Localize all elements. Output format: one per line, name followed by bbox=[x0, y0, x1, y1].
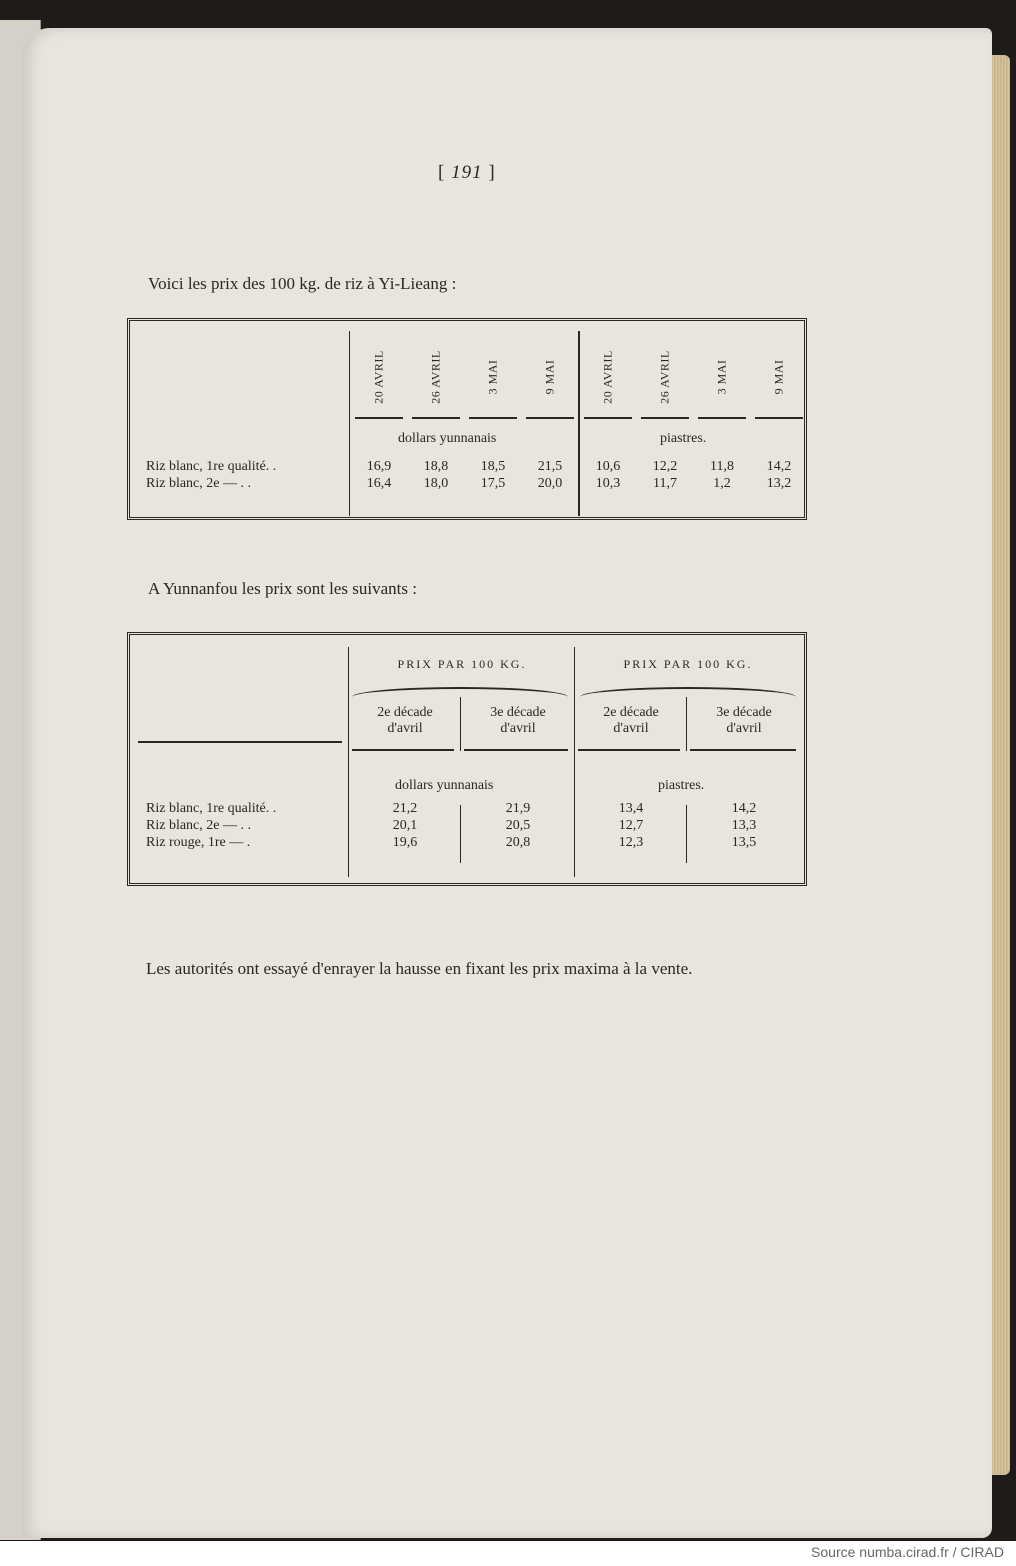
table-cell: 13,3 bbox=[731, 818, 757, 833]
source-caption: Source numba.cirad.fr / CIRAD bbox=[811, 1544, 1004, 1560]
column-divider bbox=[578, 331, 580, 516]
subcolumn-header: 2e décade d'avril bbox=[377, 705, 433, 736]
subcolumn-header: 2e décade d'avril bbox=[603, 705, 659, 736]
table-cell: 18,5 bbox=[480, 459, 506, 474]
second-paragraph: A Yunnanfou les prix sont les suivants : bbox=[148, 579, 417, 598]
unit-label-piastres: piastres. bbox=[660, 431, 707, 446]
table-cell: 14,2 bbox=[766, 459, 792, 474]
header-rule bbox=[690, 749, 796, 751]
price-table-yi-lieang bbox=[127, 318, 807, 520]
group-header: PRIX PAR 100 KG. bbox=[623, 657, 753, 671]
table-cell: 11,8 bbox=[710, 459, 734, 474]
header-brace bbox=[352, 687, 568, 699]
subcolumn-header: 3e décade d'avril bbox=[490, 705, 546, 736]
row-label: Riz blanc, 2e — . . bbox=[146, 476, 251, 491]
table-cell: 17,5 bbox=[480, 476, 506, 491]
header-brace bbox=[580, 687, 796, 699]
column-divider bbox=[348, 647, 349, 877]
column-header: 3 MAI bbox=[695, 333, 749, 423]
table-cell: 20,5 bbox=[505, 818, 531, 833]
group-header: PRIX PAR 100 KG. bbox=[397, 657, 527, 671]
table-cell: 21,9 bbox=[505, 801, 531, 816]
table-cell: 12,3 bbox=[618, 835, 644, 850]
table-cell: 12,2 bbox=[652, 459, 678, 474]
row-label: Riz blanc, 1re qualité. . bbox=[146, 459, 277, 474]
closing-paragraph: Les autorités ont essayé d'enrayer la hausse en fixant les prix maxima à la vente. bbox=[146, 959, 693, 978]
table-cell: 11,7 bbox=[653, 476, 677, 491]
table-cell: 20,0 bbox=[537, 476, 563, 491]
table-cell: 12,7 bbox=[618, 818, 644, 833]
table-cell: 20,1 bbox=[392, 818, 418, 833]
column-header: 9 MAI bbox=[752, 333, 806, 423]
column-header: 9 MAI bbox=[523, 333, 577, 423]
table-cell: 13,4 bbox=[618, 801, 644, 816]
page-number: [ 191 ] bbox=[438, 162, 496, 183]
unit-label-dollars: dollars yunnanais bbox=[395, 778, 494, 793]
column-divider bbox=[686, 805, 687, 863]
table-cell: 1,2 bbox=[713, 476, 731, 491]
table-cell: 13,5 bbox=[731, 835, 757, 850]
table-cell: 16,4 bbox=[366, 476, 392, 491]
unit-label-piastres: piastres. bbox=[658, 778, 705, 793]
column-divider bbox=[460, 805, 461, 863]
column-divider bbox=[349, 331, 350, 516]
column-header: 3 MAI bbox=[466, 333, 520, 423]
table-cell: 16,9 bbox=[366, 459, 392, 474]
column-header: 20 AVRIL bbox=[581, 333, 635, 423]
row-label: Riz blanc, 2e — . . bbox=[146, 818, 251, 833]
table-cell: 18,0 bbox=[423, 476, 449, 491]
unit-label-dollars: dollars yunnanais bbox=[398, 431, 497, 446]
table-cell: 10,3 bbox=[595, 476, 621, 491]
table-cell: 20,8 bbox=[505, 835, 531, 850]
column-divider bbox=[686, 697, 687, 751]
column-header: 26 AVRIL bbox=[638, 333, 692, 423]
table-cell: 19,6 bbox=[392, 835, 418, 850]
column-divider bbox=[460, 697, 461, 751]
column-header: 26 AVRIL bbox=[409, 333, 463, 423]
price-table-yunnanfou bbox=[127, 632, 807, 886]
table-cell: 21,2 bbox=[392, 801, 418, 816]
header-rule bbox=[464, 749, 568, 751]
intro-paragraph: Voici les prix des 100 kg. de riz à Yi-Lieang : bbox=[148, 274, 457, 293]
row-label: Riz rouge, 1re — . bbox=[146, 835, 251, 850]
column-divider bbox=[574, 647, 575, 877]
header-rule bbox=[578, 749, 680, 751]
header-rule bbox=[138, 741, 342, 743]
table-cell: 13,2 bbox=[766, 476, 792, 491]
table-cell: 10,6 bbox=[595, 459, 621, 474]
table-cell: 21,5 bbox=[537, 459, 563, 474]
column-header: 20 AVRIL bbox=[352, 333, 406, 423]
subcolumn-header: 3e décade d'avril bbox=[716, 705, 772, 736]
table-cell: 18,8 bbox=[423, 459, 449, 474]
row-label: Riz blanc, 1re qualité. . bbox=[146, 801, 277, 816]
header-rule bbox=[352, 749, 454, 751]
table-cell: 14,2 bbox=[731, 801, 757, 816]
